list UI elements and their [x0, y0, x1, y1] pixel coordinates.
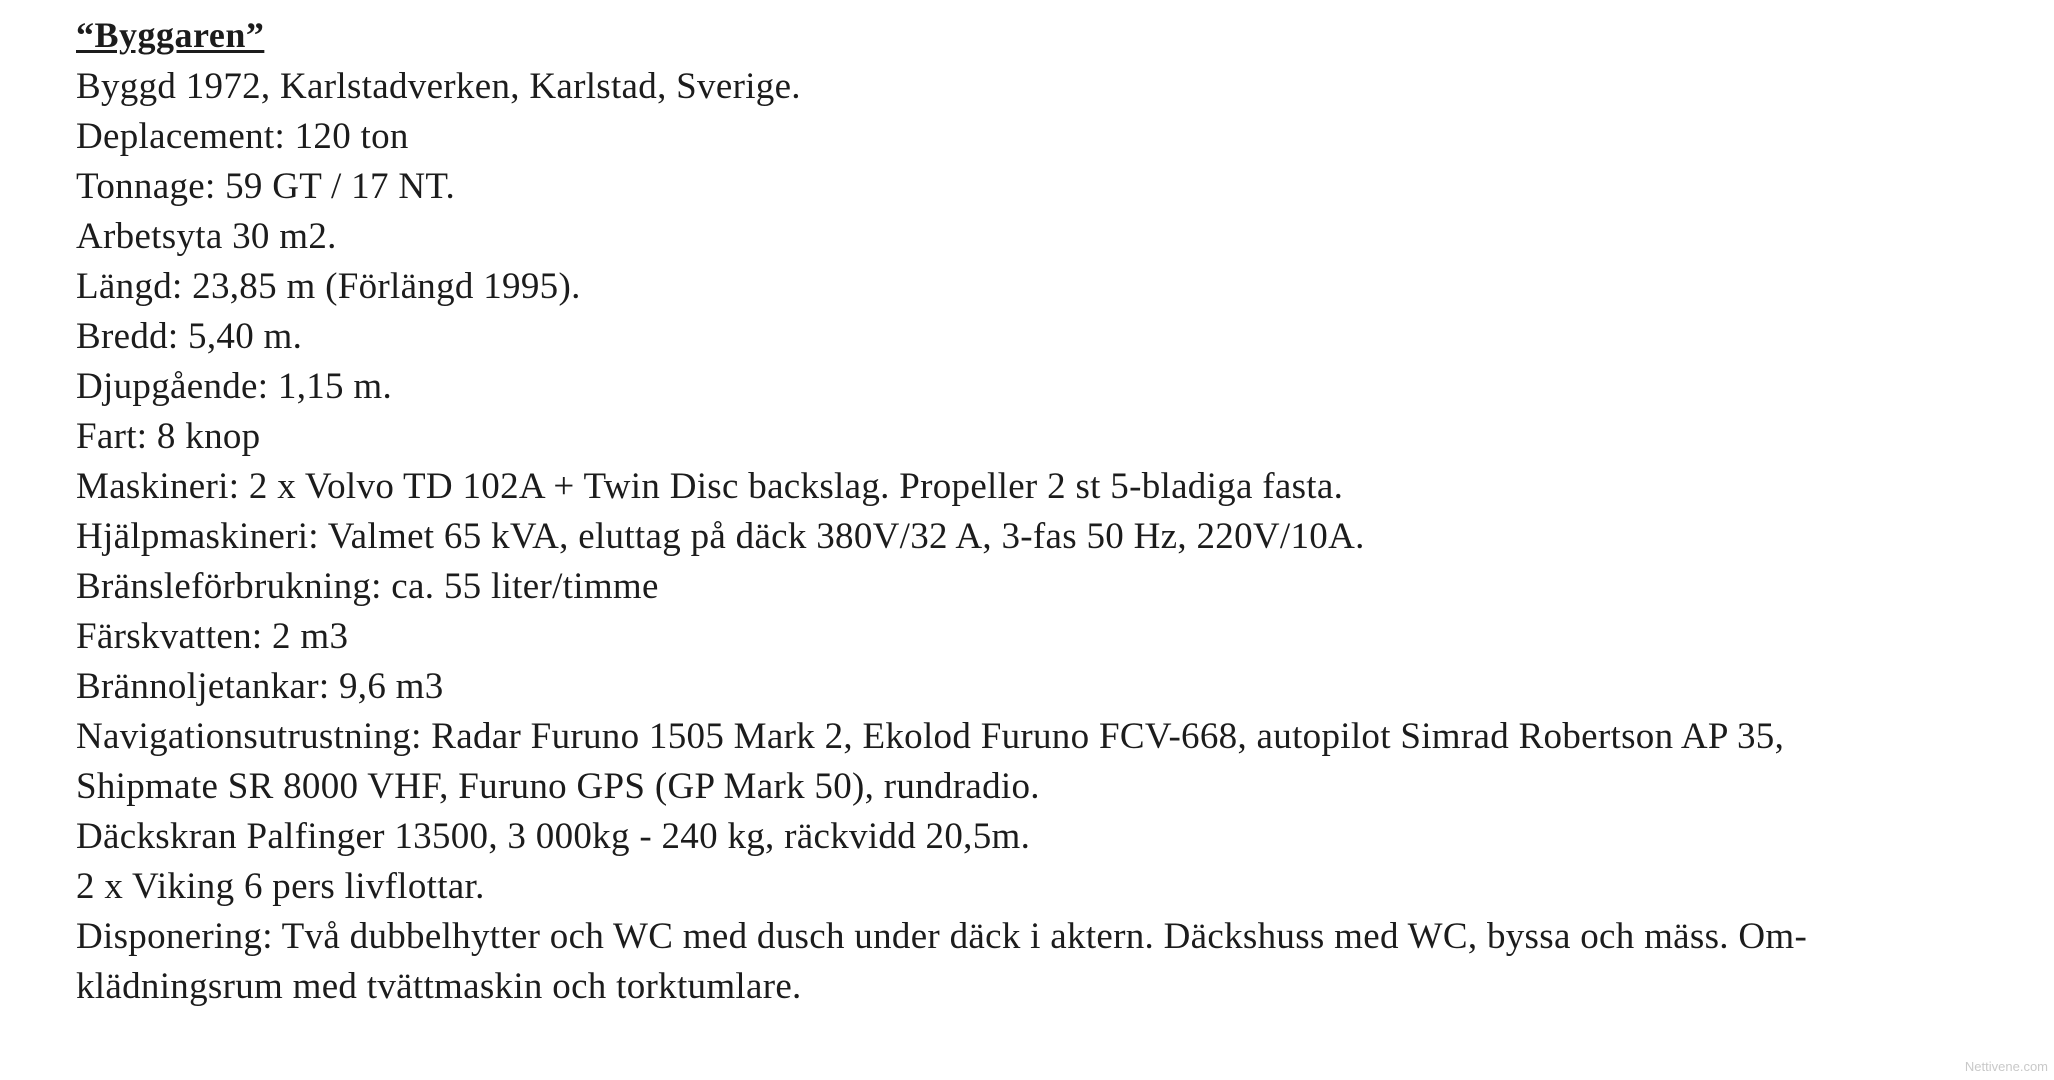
watermark-text: Nettivene.com [1964, 1059, 2048, 1074]
spec-line: Färskvatten: 2 m3 [76, 616, 349, 657]
spec-list [76, 62, 2036, 1012]
spec-line: Byggd 1972, Karlstadverken, Karlstad, Sverige. [76, 66, 801, 107]
spec-line: Brännoljetankar: 9,6 m3 [76, 666, 444, 707]
spec-line: Navigationsutrustning: Radar Furuno 1505 Mark 2, Ekolod Furuno FCV-668, autopilot Simrad Robertson AP 35, [76, 716, 1785, 757]
spec-line: 2 x Viking 6 pers livflottar. [76, 866, 485, 907]
spec-line: Maskineri: 2 x Volvo TD 102A + Twin Disc backslag. Propeller 2 st 5-bladiga fasta. [76, 466, 1344, 507]
spec-line: Djupgående: 1,15 m. [76, 366, 393, 407]
spec-line: Bränsleförbrukning: ca. 55 liter/timme [76, 566, 659, 607]
spec-line: Disponering: Två dubbelhytter och WC med dusch under däck i aktern. Däckshuss med WC, byssa och mäss. Om- [76, 916, 1808, 957]
spec-line: Fart: 8 knop [76, 416, 261, 457]
spec-line: Längd: 23,85 m (Förlängd 1995). [76, 266, 581, 307]
document-title: “Byggaren” [76, 15, 265, 55]
spec-line: Tonnage: 59 GT / 17 NT. [76, 166, 456, 207]
spec-line: Arbetsyta 30 m2. [76, 216, 337, 257]
spec-line: klädningsrum med tvättmaskin och torktumlare. [76, 966, 802, 1007]
spec-line: Däckskran Palfinger 13500, 3 000kg - 240 kg, räckvidd 20,5m. [76, 816, 1031, 857]
spec-line: Shipmate SR 8000 VHF, Furuno GPS (GP Mark 50), rundradio. [76, 766, 1040, 807]
spec-line: Deplacement: 120 ton [76, 116, 409, 157]
spec-line: Bredd: 5,40 m. [76, 316, 303, 357]
spec-line: Hjälpmaskineri: Valmet 65 kVA, eluttag på däck 380V/32 A, 3-fas 50 Hz, 220V/10A. [76, 516, 1365, 557]
